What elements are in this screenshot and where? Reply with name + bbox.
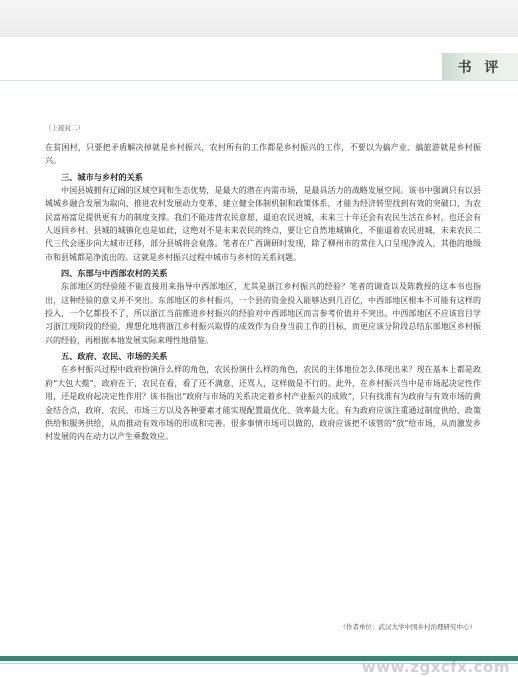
header-rule xyxy=(0,80,518,81)
section-heading-5: 五、政府、农民、市场的关系 xyxy=(61,351,168,362)
top-header-band xyxy=(0,0,518,37)
section-heading-4: 四、东部与中西部农村的关系 xyxy=(61,268,168,279)
section-heading-3: 三、城市与乡村的关系 xyxy=(61,171,143,182)
paragraph: 东部地区的经验能不能直接用来指导中西部地区，尤其是浙江乡村振兴的经验？笔者的调查以及陈教授的这本书也指出，这种经验的意义并不突出。东部地区的乡村振兴，一个县的资金投入能够达到几百亿，中西部地区根本不可能有这样的投入，一个亿都投不了，所以浙江当前推进乡村振兴的经验对中西部地区而言参考价值并不突出。中西部地区不应该盲目学习浙江现阶段的经验，理想化地将浙江乡村振兴取得的成效作为自身当前工作的目标，而更应该分阶段总结东部地区乡村振兴的经验，再根据本地发展实际来理性地借鉴。 xyxy=(45,282,481,345)
watermark: www.zgxcfx.com xyxy=(361,658,510,676)
section-label: 书 评 xyxy=(457,60,503,76)
opening-paragraph: 在贫困村，只要把矛盾解决掉就是乡村振兴，农村所有的工作都是乡村振兴的工作，不要以为搞产业、搞旅游就是乡村振兴。 xyxy=(45,143,481,166)
article-body xyxy=(45,141,481,444)
paragraph: 中国县城拥有辽阔的区域空间和生态优势，是最大的潜在内需市场，是最具活力的战略发展空间。该书中强调只有以县城城乡融合发展为取向，推进农村发展动力变革，建立健全体制机制和政策体系，才能为经济转型找到有效的突破口，为农民富裕富足提供更有力的制度支撑。我们不能违背农民意愿，逼迫农民进城，未来三十年还会有农民生活在乡村，也还会有人返回乡村。县城的城镇化也是如此，这绝对不是未来农民的终点，要让它自然地城镇化，不能逼着农民进城，未来农民二代三代会逐步向大城市迁移，部分县城将会衰落。笔者在广西调研时发现，除了柳州市的常住人口呈现净流入，其他的地级市和县城都是净流出的。这就是乡村振兴过程中城市与乡村的关系问题。 xyxy=(45,185,481,262)
author-affiliation: （作者单位：武汉大学中国乡村治理研究中心） xyxy=(339,623,476,631)
section-tab xyxy=(442,53,518,81)
continued-note: （上接封二） xyxy=(45,124,84,132)
paragraph: 在乡村振兴过程中政府扮演什么样的角色，农民扮演什么样的角色，农民的主体地位怎么体现出来？现在基本上都是政府“大包大揽”，政府在干，农民在看，看了还不满意，还骂人，这样做是不行的。此外，在乡村振兴当中是市场起决定性作用，还是政府起决定性作用？该书指出“政府与市场的关系决定着乡村产业振兴的成败”，只有找准有为政府与有效市场的黄金结合点，政府，农民，市场三方以及各种要素才能实现配置最优化、效率最大化。有为政府应该注重通过制度供给、政策供给和服务供给，从而推动有效市场的形成和完善。很多事情市场可以做的，政府应该把不该管的“放”给市场，从而激发乡村发展的内在动力以产生乘数效应。 xyxy=(45,365,481,442)
